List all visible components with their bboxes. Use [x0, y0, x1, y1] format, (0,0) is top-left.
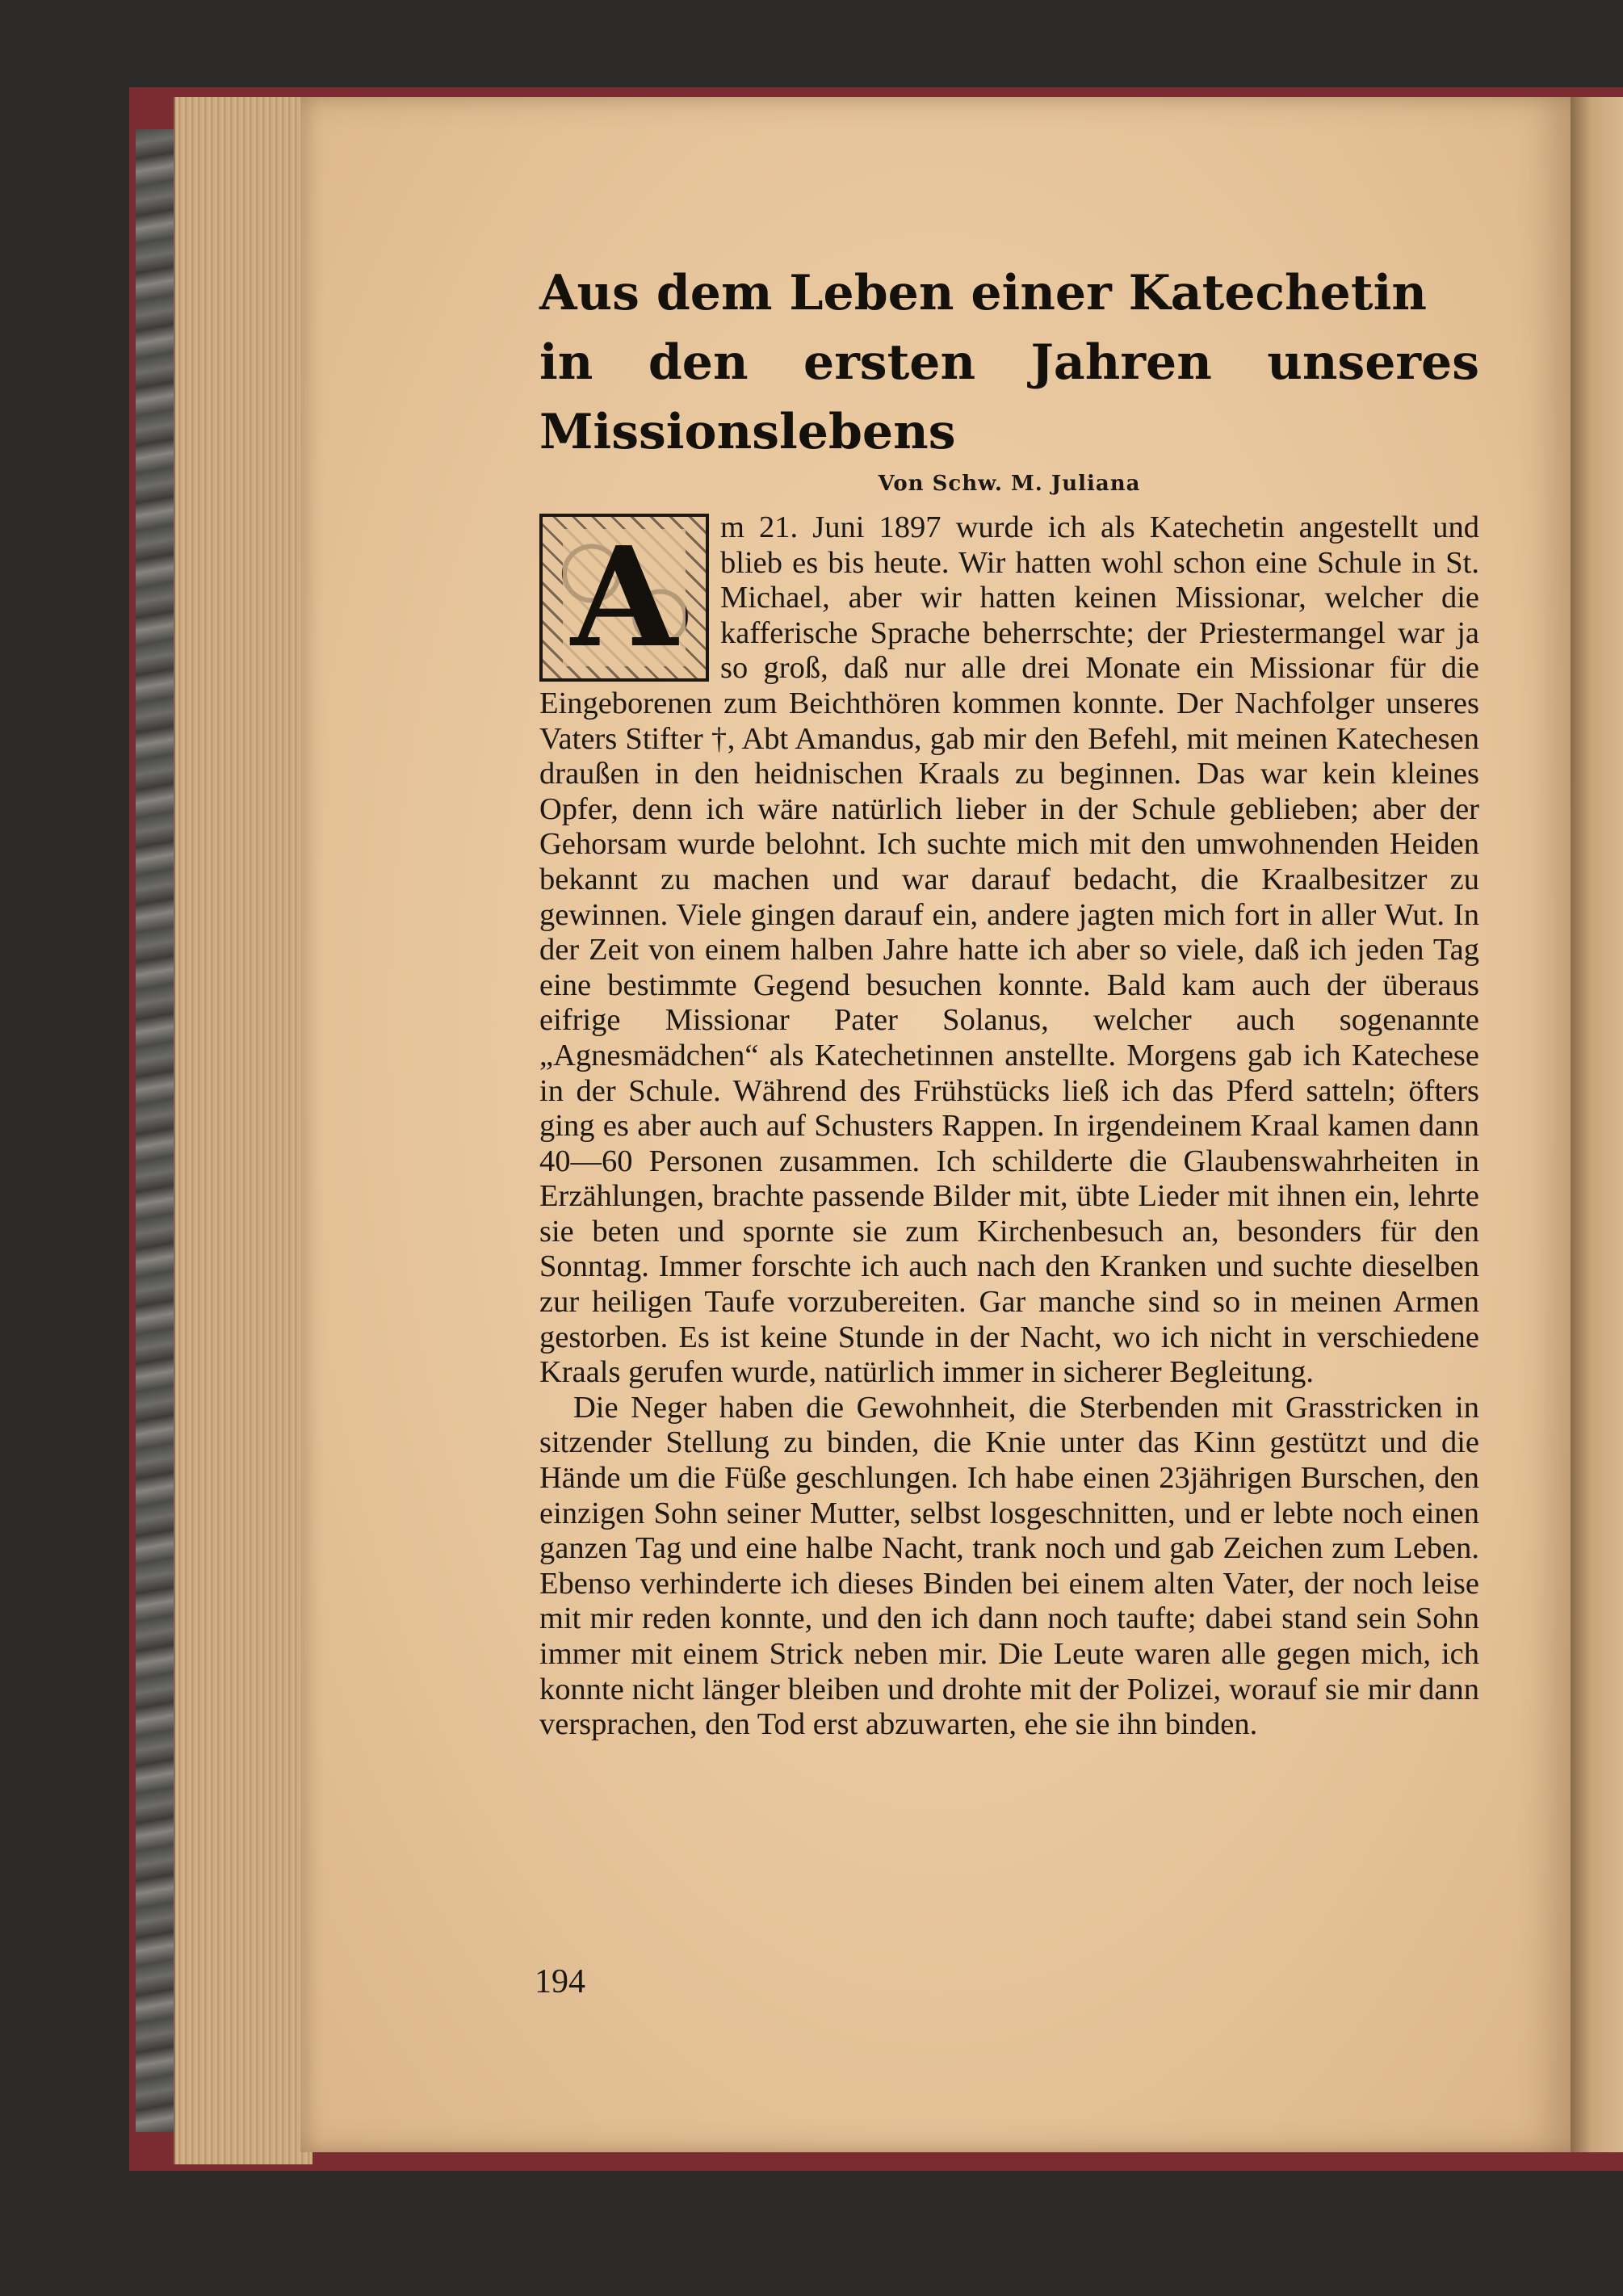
title-line-1: Aus dem Leben einer Katechetin: [539, 265, 1427, 321]
page-gutter: [1571, 97, 1623, 2152]
page-number: 194: [535, 1963, 585, 2000]
article-title: [539, 258, 1479, 467]
article: [539, 258, 1479, 1743]
drop-cap-letter: A: [563, 529, 686, 666]
article-body: [539, 510, 1479, 1743]
paragraph-2: Die Neger haben die Gewohnheit, die Sterbenden mit Grasstricken in sitzender Stellung zu binden, die Knie unter das Kinn gestützt und die Hände um die Füße geschlungen. Ich habe einen 23jährigen Burschen, den einzigen Sohn seiner Mutter, selbst losgeschnitten, und er lebte noch einen ganzen Tag und eine halbe Nacht, trank noch und gab Zeichen zum Leben. Ebenso verhinderte ich dieses Binden bei einem alten Vater, der noch leise mit mir reden konnte, und den ich dann noch taufte; dabei stand sein Sohn immer mit einem Strick neben mir. Die Leute waren alle gegen mich, ich konnte nicht länger bleiben und drohte mit der Polizei, worauf sie mir dann versprachen, den Tod erst abzuwarten, ehe sie ihn binden.: [539, 1390, 1479, 1742]
paragraph-1: m 21. Juni 1897 wurde ich als Katechetin angestellt und blieb es bis heute. Wir hatten wohl schon eine Schule in St. Michael, aber wir hatten keinen Missionar, welcher die kafferische Sprache beherrschte; der Priestermangel war ja so groß, daß nur alle drei Monate ein Missionar für die Eingeborenen zum Beichthören kommen konnte. Der Nachfolger unseres Vaters Stifter †, Abt Amandus, gab mir den Befehl, mit meinen Katechesen draußen in den heidnischen Kraals zu beginnen. Das war kein kleines Opfer, denn ich wäre natürlich lieber in der Schule geblieben; aber der Gehorsam wurde belohnt. Ich suchte mich mit den umwohnenden Heiden bekannt zu machen und war darauf bedacht, die Kraalbesitzer zu gewinnen. Viele gingen darauf ein, andere jagten mich fort in aller Wut. In der Zeit von einem halben Jahre hatte ich aber so viele, daß ich jeden Tag eine bestimmte Gegend besuchen konnte. Bald kam auch der überaus eifrige Missionar Pater Solanus, welcher auch sogenannte „Agnesmädchen“ als Katechetinnen anstellte. Morgens gab ich Katechese in der Schule. Während des Frühstücks ließ ich das Pferd satteln; öfters ging es aber auch auf Schusters Rappen. In irgendeinem Kraal kamen dann 40—60 Personen zusammen. Ich schilderte die Glaubenswahrheiten in Erzählungen, brachte passende Bilder mit, übte Lieder mit ihnen ein, lehrte sie beten und spornte sie zum Kirchenbesuch an, besonders für den Sonntag. Immer forschte ich auch nach den Kranken und suchte dieselben zur heiligen Taufe vorzubereiten. Gar manche sind so in meinen Armen gestorben. Es ist keine Stunde in der Nacht, wo ich nicht in verschiedene Kraals gerufen wurde, natürlich immer in sicherer Begleitung.: [539, 510, 1479, 1390]
page-edges: [174, 97, 312, 2164]
drop-cap-ornament: [539, 514, 709, 682]
title-line-2: in den ersten Jahren unseres Missionslebens: [539, 334, 1479, 460]
byline: Von Schw. M. Juliana: [878, 472, 1141, 496]
